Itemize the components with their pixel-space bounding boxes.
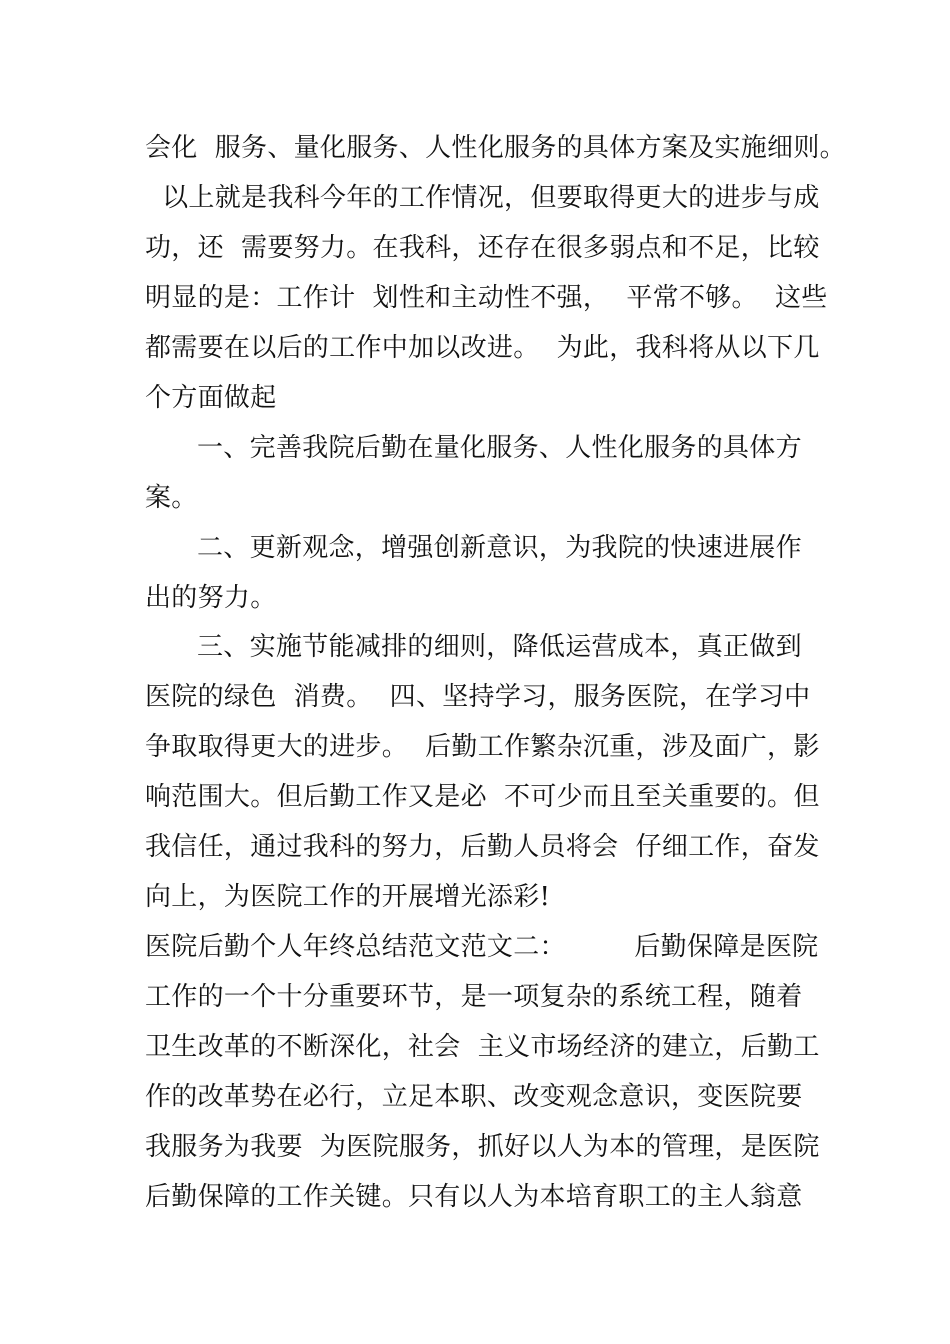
text-line: 工作的一个十分重要环节，是一项复杂的系统工程，随着	[145, 982, 803, 1012]
text-line: 功，还 需要努力。在我科，还存在很多弱点和不足，比较	[145, 233, 820, 263]
list-item-heading: 三、实施节能减排的细则，降低运营成本，真正做到	[197, 632, 802, 662]
text-line: 争取取得更大的进步。 后勤工作繁杂沉重，涉及面广，影	[145, 732, 820, 762]
list-item-heading: 一、完善我院后勤在量化服务、人性化服务的具体方	[197, 433, 802, 463]
text-line: 我服务为我要 为医院服务，抓好以人为本的管理，是医院	[145, 1132, 820, 1162]
text-line: 会化 服务、量化服务、人性化服务的具体方案及实施细则。	[145, 133, 846, 163]
text-line: 后勤保障的工作关键。只有以人为本培育职工的主人翁意	[145, 1182, 803, 1212]
text-line: 作的改革势在必行，立足本职、改变观念意识，变医院要	[145, 1082, 803, 1112]
text-line: 都需要在以后的工作中加以改进。 为此，我科将从以下几	[145, 333, 820, 363]
text-line: 明显的是：工作计 划性和主动性不强， 平常不够。 这些	[145, 283, 828, 313]
text-line: 以上就是我科今年的工作情况，但要取得更大的进步与成	[145, 183, 820, 213]
text-line: 医院的绿色 消费。 四、坚持学习，服务医院，在学习中	[145, 682, 811, 712]
section-title-line: 医院后勤个人年终总结范文范文二： 后勤保障是医院	[145, 932, 819, 962]
text-line: 案。	[145, 483, 198, 513]
text-line: 卫生改革的不断深化，社会 主义市场经济的建立，后勤工	[145, 1032, 820, 1062]
text-line: 向上，为医院工作的开展增光添彩!	[145, 882, 551, 912]
text-line: 我信任，通过我科的努力，后勤人员将会 仔细工作，奋发	[145, 832, 820, 862]
text-line: 响范围大。但后勤工作又是必 不可少而且至关重要的。但	[145, 782, 820, 812]
text-line: 个方面做起	[145, 383, 277, 413]
text-line: 出的努力。	[145, 583, 277, 613]
list-item-heading: 二、更新观念，增强创新意识，为我院的快速进展作	[197, 533, 802, 563]
